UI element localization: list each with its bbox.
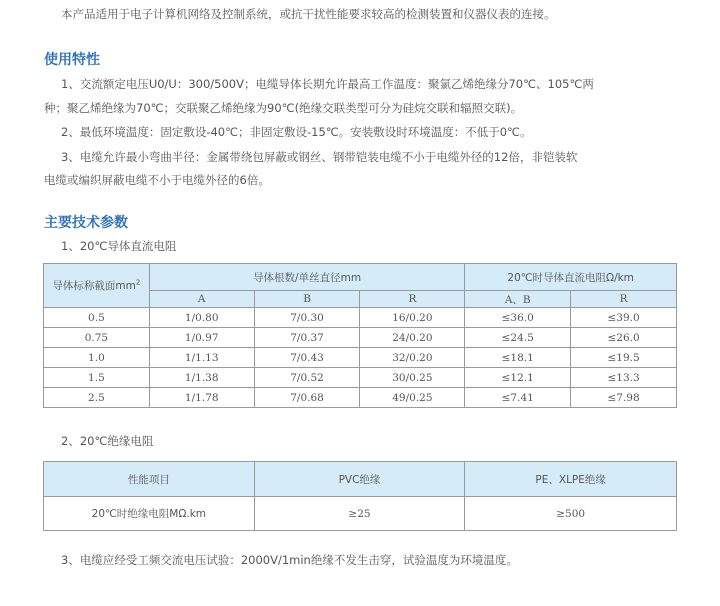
table-row: 1.0 1/1.13 7/0.43 32/0.20 ≤18.1 ≤19.5 — [44, 348, 677, 368]
table-row: 1.5 1/1.38 7/0.52 30/0.25 ≤12.1 ≤13.3 — [44, 368, 677, 388]
features-heading: 使用特性 — [44, 52, 100, 68]
table-row: 20℃时绝缘电阻MΩ.km ≥25 ≥500 — [44, 497, 677, 531]
table-row: 0.5 1/0.80 7/0.30 16/0.20 ≤36.0 ≤39.0 — [44, 308, 677, 328]
header-strands: 导体根数/单丝直径mm — [149, 264, 465, 291]
subheader-b: B — [254, 291, 360, 308]
voltage-test-note: 3、电缆应经受工频交流电压试验：2000V/1min绝缘不发生击穿，试验温度为环境温度。 — [61, 553, 518, 567]
conductor-resistance-table — [43, 263, 677, 408]
feature-3-line-1: 3、电缆允许最小弯曲半径：金属带绕包屏蔽或钢丝、钢带铠装电缆不小于电缆外径的12倍，非铠装软 — [61, 150, 578, 164]
feature-1-line-1: 1、交流额定电压U0/U：300/500V；电缆导体长期允许最高工作温度：聚氯乙烯绝缘分70℃、105℃两 — [61, 77, 594, 91]
subheading-insulation-resistance: 2、20℃绝缘电阻 — [61, 434, 154, 448]
header-resistance: 20℃时导体直流电阻Ω/km — [465, 264, 677, 291]
table-row: 0.75 1/0.97 7/0.37 24/0.20 ≤24.5 ≤26.0 — [44, 328, 677, 348]
intro-text: 本产品适用于电子计算机网络及控制系统，或抗干扰性能要求较高的检测装置和仪器仪表的连接。 — [61, 7, 556, 21]
table-row: 2.5 1/1.78 7/0.68 49/0.25 ≤7.41 ≤7.98 — [44, 388, 677, 408]
subheader-r2: R — [571, 291, 677, 308]
subheader-a: A — [149, 291, 254, 308]
params-heading: 主要技术参数 — [44, 215, 128, 231]
subheading-dc-resistance: 1、20℃导体直流电阻 — [61, 239, 177, 253]
header-pe: PE、XLPE绝缘 — [465, 462, 677, 497]
header-item: 性能项目 — [44, 462, 255, 497]
header-pvc: PVC绝缘 — [254, 462, 465, 497]
feature-2: 2、最低环境温度：固定敷设-40℃；非固定敷设-15℃。安装敷设时环境温度：不低于0℃。 — [61, 125, 532, 139]
feature-3-line-2: 电缆或编织屏蔽电缆不小于电缆外径的6倍。 — [44, 173, 270, 187]
subheader-ab: A、B — [465, 291, 571, 308]
feature-1-line-2: 种；聚乙烯绝缘为70℃；交联聚乙烯绝缘为90℃(绝缘交联类型可分为硅烷交联和辐照交联)。 — [44, 101, 523, 115]
insulation-resistance-table — [43, 461, 677, 531]
subheader-r: R — [360, 291, 465, 308]
header-section: 导体标称截面$mm^2$ — [44, 264, 150, 308]
